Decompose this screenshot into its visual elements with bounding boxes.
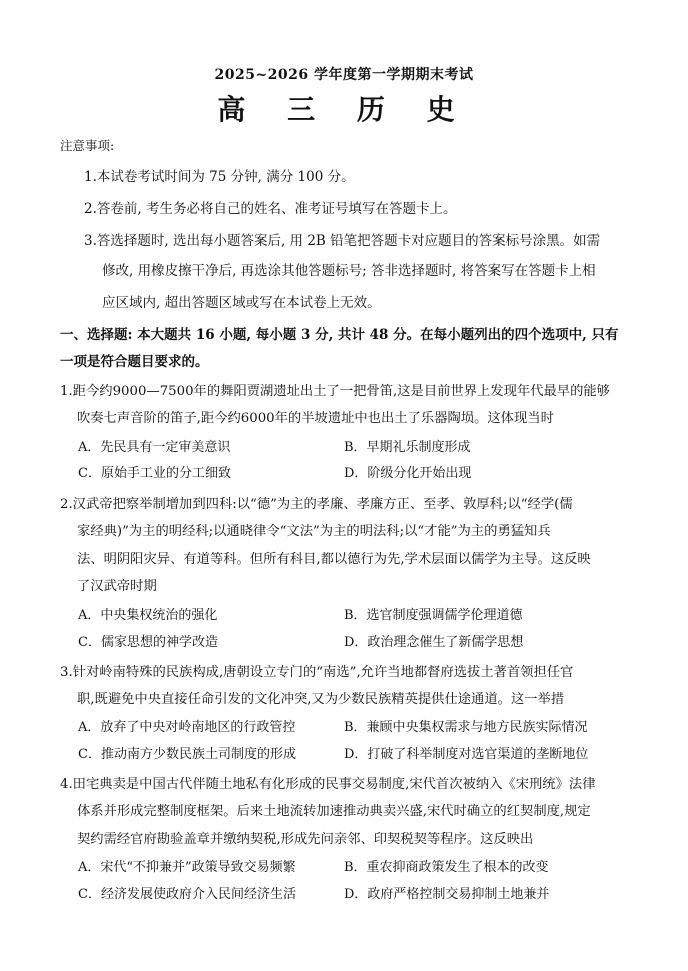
subject-title: 高 三 历 史 [217,93,471,126]
note-item-continuation: 修改, 用橡皮擦干净后, 再选涂其他答题标号; 答非选择题时, 将答案写在答题卡上相 [102,263,596,279]
question-3-option-a: A．放弃了中央对岭南地区的行政管控 [78,720,296,735]
question-1-stem: 1.距今约9000—7500年的舞阳贾湖遗址出土了一把骨笛,这是目前世界上发现年代最早的能够 [60,384,610,399]
note-item: 2.答卷前, 考生务必将自己的姓名、准考证号填写在答题卡上。 [84,201,457,217]
question-3-option-b: B．兼顾中央集权需求与地方民族实际情况 [344,720,588,735]
question-2-option-b: B．选官制度强调儒学伦理道德 [344,608,523,623]
question-1-option-d: D．阶级分化开始出现 [344,466,472,481]
question-2-stem: 了汉武帝时期 [77,579,157,594]
exam-title: 2025~2026 学年度第一学期期末考试 [214,67,474,83]
question-2-stem: 法、明阴阳灾异、有道等科。但所有科目,都以德行为先,学术层面以儒学为主导。这反映 [77,552,591,567]
question-1-option-b: B．早期礼乐制度形成 [344,440,471,455]
question-3-option-d: D．打破了科举制度对选官渠道的垄断地位 [344,747,589,762]
question-4-option-d: D．政府严格控制交易抑制土地兼并 [344,887,550,902]
question-4-option-b: B．重农抑商政策发生了根本的改变 [344,860,549,875]
question-2-option-a: A．中央集权统治的强化 [78,608,218,623]
question-1-option-a: A．先民具有一定审美意识 [78,440,231,455]
notes-title: 注意事项: [60,138,115,153]
question-4-option-a: A．宋代“不抑兼并”政策导致交易频繁 [78,860,296,875]
note-item: 1.本试卷考试时间为 75 分钟, 满分 100 分。 [84,169,355,185]
question-3-stem: 3.针对岭南特殊的民族构成,唐朝设立专门的“南选”,允许当地都督府选拔土著首领担任官 [60,665,574,680]
question-2-option-c: C．儒家思想的神学改造 [78,635,218,650]
section-heading: 一、选择题: 本大题共 16 小题, 每小题 3 分, 共计 48 分。在每小题列出的四个选项中, 只有 [60,327,619,343]
question-1-stem: 吹奏七声音阶的笛子,距今约6000年的半坡遗址中也出土了乐器陶埙。这体现当时 [77,411,554,426]
question-3-stem: 职,既避免中央直接任命引发的文化冲突,又为少数民族精英提供仕途通道。这一举措 [77,692,565,707]
section-heading-continuation: 一项是符合题目要求的。 [60,354,209,370]
question-2-option-d: D．政治理念催生了新儒学思想 [344,635,524,650]
question-4-option-c: C．经济发展使政府介入民间经济生活 [78,887,296,902]
question-4-stem: 4.田宅典卖是中国古代伴随土地私有化形成的民事交易制度,宋代首次被纳入《宋刑统》法律 [60,777,596,792]
note-item-continuation: 应区域内, 超出答题区域或写在本试卷上无效。 [102,295,381,311]
note-item: 3.答选择题时, 选出每小题答案后, 用 2B 铅笔把答题卡对应题目的答案标号涂黑。如需 [84,233,601,249]
question-3-option-c: C．推动南方少数民族土司制度的形成 [78,747,296,762]
question-2-stem: 2.汉武帝把察举制增加到四科:以“德”为主的孝廉、孝廉方正、至孝、敦厚科;以“经学(儒 [60,497,573,512]
question-1-option-c: C．原始手工业的分工细致 [78,466,231,481]
question-4-stem: 体系并形成完整制度框架。后来土地流转加速推动典卖兴盛,宋代时确立的红契制度,规定 [77,804,591,819]
question-2-stem: 家经典)”为主的明经科;以通晓律令“文法”为主的明法科;以“才能”为主的勇猛知兵 [77,524,551,539]
question-4-stem: 契约需经官府勘验盖章并缴纳契税,形成先问亲邻、印契税契等程序。这反映出 [77,832,534,847]
